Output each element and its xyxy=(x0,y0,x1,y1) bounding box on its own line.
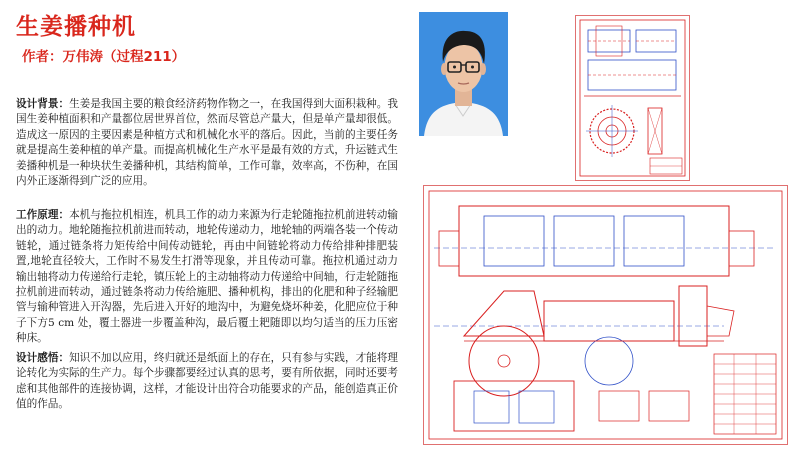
page-title: 生姜播种机 xyxy=(16,14,136,40)
principle-heading: 工作原理： xyxy=(16,209,70,221)
reflection-text: 知识不加以应用，终归就还是纸面上的存在，只有参与实践，才能将理论转化为实际的生产力。每个步骤都要经过认真的思考，要有所依据，同时还要考虑和其他部件的连接协调，这样，才能设计出符合功能要求的产品，能创造真正价值的作品。 xyxy=(16,352,399,411)
reflection-heading: 设计感悟： xyxy=(16,352,70,364)
sprocket-drawing-image xyxy=(576,16,689,180)
assembly-drawing xyxy=(423,185,788,445)
author-photo xyxy=(419,12,508,136)
principle-text: 本机与拖拉机相连，机具工作的动力来源为行走轮随拖拉机前进转动输出的动力。地轮随拖拉机前进而转动，地轮传递动力，地轮轴的两端各装一个传动链轮，通过链条将力矩传给中间传动链轮，再由中间链轮将动力传给排种排肥装置,地轮直径较大，工作时不易发生打滑等现象，并且传动可靠。拖拉机通过动力输出轴将动力传递给行走轮，镇压轮上的主动轴将动力传递给中间轴，行走轮随拖拉机前进而转动，通过链条将动力传给施肥、播种机构，排出的化肥和种子经输肥管与输种管进入开沟器，先后进入开好的地沟中，为避免烧坏种姜，化肥应位于种子下方5 cm 处，覆土器进一步覆盖种沟，最后覆土耙随即以均匀适当的压力压密种床。 xyxy=(16,209,399,345)
background-text: 生姜是我国主要的粮食经济药物作物之一，在我国得到大面积栽种。我国生姜种植面积和产量都位居世界首位，然而尽管总产量大，但是单产量却很低。造成这一原因的主要因素是种植方式和机械化水平的落后。因此，当前的主要任务就是提高生姜种植的单产量。而提高机械化生产水平是最有效的方式，升运链式生姜播种机是一种块状生姜播种机，其结构简单，工作可靠，效率高，不伤种，在国内外正逐渐得到广泛的应用。 xyxy=(16,98,399,188)
principle-section xyxy=(16,208,398,347)
sprocket-drawing xyxy=(575,15,690,181)
reflection-section xyxy=(16,351,398,413)
portrait-image xyxy=(419,12,508,136)
background-heading: 设计背景： xyxy=(16,98,70,110)
background-section xyxy=(16,97,398,189)
assembly-drawing-image xyxy=(424,186,787,444)
author-line: 作者：万伟涛（过程211） xyxy=(22,49,186,65)
